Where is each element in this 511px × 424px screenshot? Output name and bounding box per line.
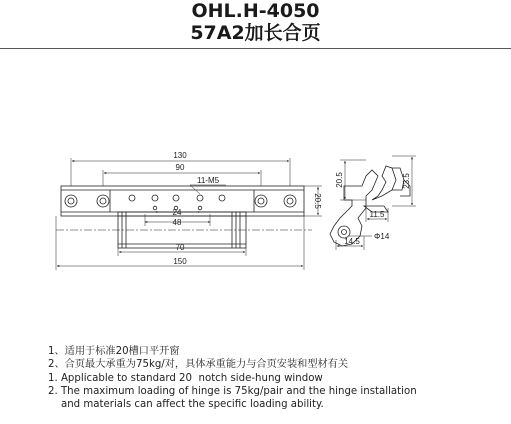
product-name: 57A2加长合页 (190, 22, 321, 44)
dim-20-5-front: 20.5 (313, 193, 322, 209)
dim-90: 90 (175, 163, 185, 172)
dim-23-5-side: 23.5 (402, 173, 411, 189)
dim-150: 150 (173, 257, 187, 266)
note-en-2: 2. The maximum loading of hinge is 75kg/pair and the hinge installation (48, 385, 417, 397)
dim-70: 70 (175, 243, 185, 252)
note-en-1: 1. Applicable to standard 20 notch side-hung window (48, 372, 323, 384)
dim-phi-14: Φ14 (374, 232, 390, 241)
dim-11-5: 11.5 (369, 210, 385, 219)
notes-list (48, 345, 417, 411)
front-dimensions (56, 158, 322, 270)
dim-48: 48 (172, 218, 182, 227)
side-dimension-labels (335, 172, 411, 246)
dim-14-5: 14.5 (344, 237, 360, 246)
note-en-2-cont: and materials can affect the specific loading ability. (48, 399, 324, 411)
front-dimension-labels (173, 151, 322, 266)
dim-11-m5: 11-M5 (197, 176, 220, 185)
dim-24: 24 (172, 208, 182, 217)
model-number: OHL.H-4050 (191, 0, 320, 22)
note-cn-2: 2、合页最大承重为75kg/对，具体承重能力与合页安装和型材有关 (48, 359, 349, 371)
end-holes (65, 195, 296, 207)
note-cn-1: 1、适用于标准20槽口平开窗 (48, 346, 180, 357)
dim-130: 130 (173, 151, 187, 160)
hinge-plate-outline (61, 186, 304, 216)
hinge-front-view (56, 186, 312, 248)
dim-20-5-side: 20.5 (335, 172, 344, 188)
